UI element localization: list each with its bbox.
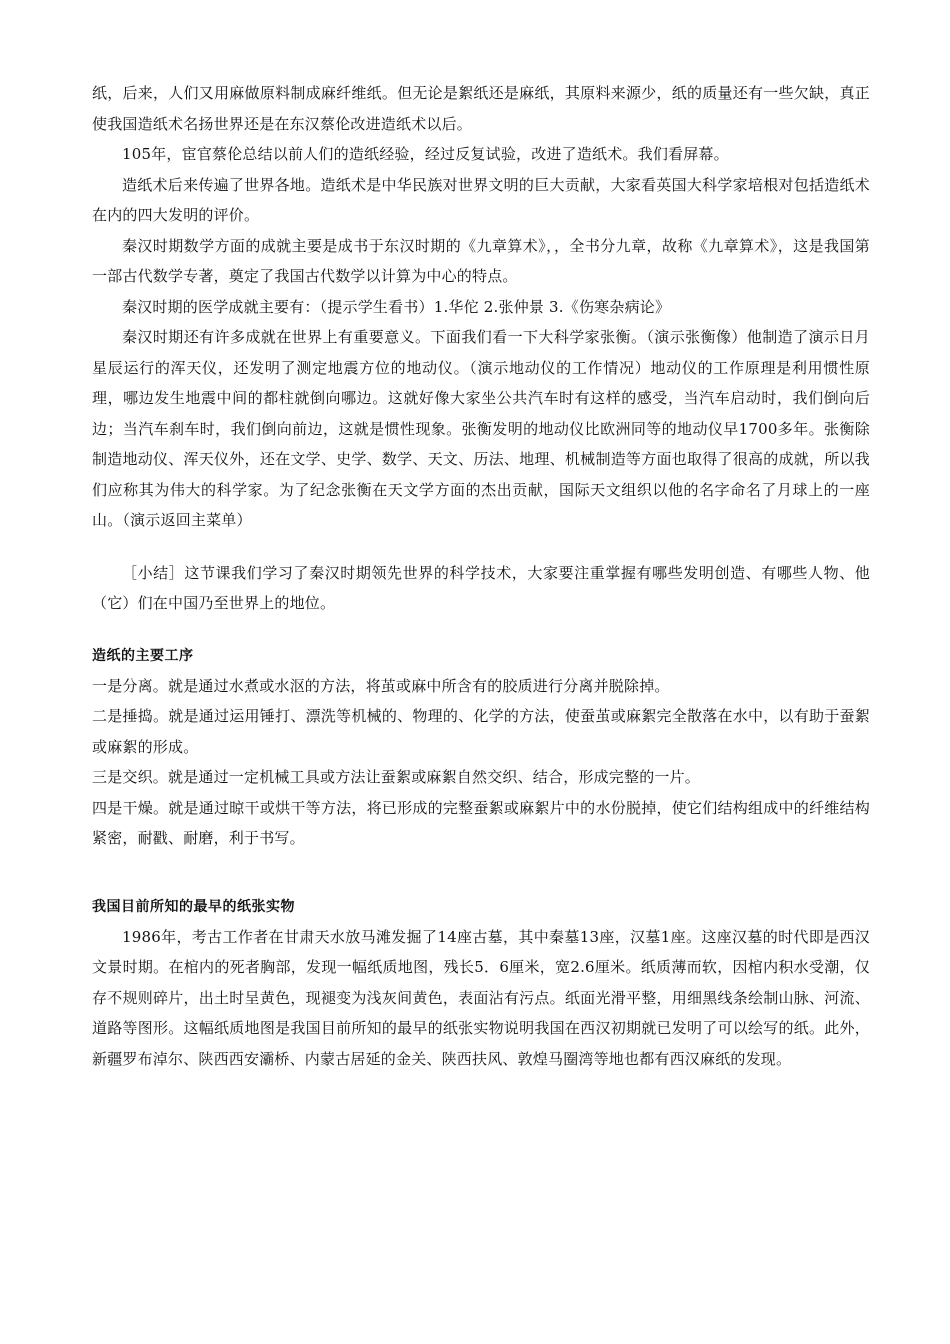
document-page (92, 78, 870, 1074)
intro-paragraph-2: 105年，宦官蔡伦总结以前人们的造纸经验，经过反复试验，改进了造纸术。我们看屏幕。 (122, 145, 729, 163)
intro-paragraph-4: 秦汉时期数学方面的成就主要是成书于东汉时期的《九章算术》，，全书分九章，故称《九章算术》，这是我国第一部古代数学专著，奠定了我国古代数学以计算为中心的特点。 (92, 236, 870, 285)
intro-paragraph-1: 纸，后来，人们又用麻做原料制成麻纤维纸。但无论是絮纸还是麻纸，其原料来源少，纸的质量还有一些欠缺，真正使我国造纸术名扬世界还是在东汉蔡伦改进造纸术以后。 (92, 84, 870, 133)
process-step-separation: 一是分离。就是通过水煮或水沤的方法，将茧或麻中所含有的胶质进行分离并脱除掉。 (92, 676, 670, 695)
spacer (92, 619, 870, 641)
section-heading-papermaking-process: 造纸的主要工序 (92, 647, 194, 664)
earliest-paper-paragraph: 1986年，考古工作者在甘肃天水放马滩发掘了14座古墓，其中秦墓13座，汉墓1座。这座汉墓的时代即是西汉文景时期。在棺内的死者胸部，发现一幅纸质地图，残长5．6厘米，宽2.6厘米。纸质薄而软，因棺内积水受潮，仅存不规则碎片，出土时呈黄色，现褪变为浅灰间黄色，表面沾有污点。纸面光滑平整，用细黑线条绘制山脉、河流、道路等图形。这幅纸质地图是我国目前所知的最早的纸张实物说明我国在西汉初期就已发明了可以绘写的纸。此外，新疆罗布淖尔、陕西西安灞桥、内蒙古居延的金关、陕西扶风、敦煌马圈湾等地也都有西汉麻纸的发现。 (92, 927, 870, 1068)
intro-paragraph-3: 造纸术后来传遍了世界各地。造纸术是中华民族对世界文明的巨大贡献，大家看英国大科学家培根对包括造纸术在内的四大发明的评价。 (92, 175, 870, 224)
process-step-interweaving: 三是交织。就是通过一定机械工具或方法让蚕絮或麻絮自然交织、结合，形成完整的一片。 (92, 768, 701, 786)
spacer (92, 536, 870, 558)
process-step-drying: 四是干燥。就是通过晾干或烘干等方法，将已形成的完整蚕絮或麻絮片中的水份脱掉，使它们结构组成中的纤维结构紧密，耐戳、耐磨，利于书写。 (92, 798, 870, 847)
process-step-pounding: 二是捶捣。就是通过运用锤打、漂洗等机械的、物理的、化学的方法，使蚕茧或麻絮完全散落在水中，以有助于蚕絮或麻絮的形成。 (92, 707, 870, 756)
section-heading-earliest-paper: 我国目前所知的最早的纸张实物 (92, 898, 295, 915)
intro-paragraph-5: 秦汉时期的医学成就主要有：（提示学生看书）1.华佗 2.张仲景 3.《伤寒杂病论》 (122, 297, 671, 316)
spacer (92, 854, 870, 892)
intro-paragraph-6: 秦汉时期还有许多成就在世界上有重要意义。下面我们看一下大科学家张衡。（演示张衡像）他制造了演示日月星辰运行的浑天仪，还发明了测定地震方位的地动仪。（演示地动仪的工作情况）地动仪的工作原理是利用惯性原理，哪边发生地震中间的都柱就倒向哪边。这就好像大家坐公共汽车时有这样的感受，当汽车启动时，我们倒向后边；当汽车刹车时，我们倒向前边，这就是惯性现象。张衡发明的地动仪比欧洲同等的地动仪早1700多年。张衡除制造地动仪、浑天仪外，还在文学、史学、数学、天文、历法、地理、机械制造等方面也取得了很高的成就，所以我们应称其为伟大的科学家。为了纪念张衡在天文学方面的杰出贡献，国际天文组织以他的名字命名了月球上的一座山。（演示返回主菜单） (92, 328, 870, 529)
summary-paragraph: ［小结］这节课我们学习了秦汉时期领先世界的科学技术，大家要注重掌握有哪些发明创造、有哪些人物、他（它）们在中国乃至世界上的地位。 (92, 563, 870, 612)
